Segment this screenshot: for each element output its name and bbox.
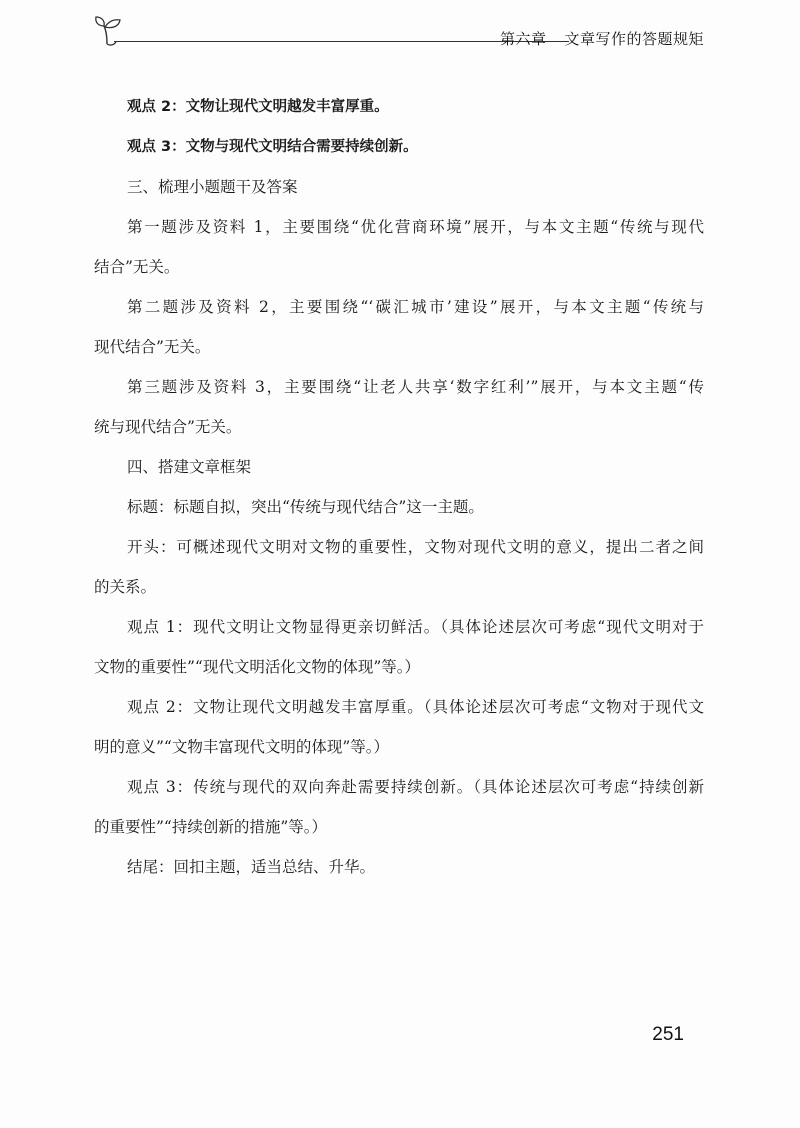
paragraph-line: 开头：可概述现代文明对文物的重要性，文物对现代文明的意义，提出二者之间 — [127, 538, 704, 556]
paragraph-line: 标题：标题自拟，突出“传统与现代结合”这一主题。 — [127, 498, 484, 516]
viewpoint-2-summary: 观点 2：文物让现代文明越发丰富厚重。 — [127, 99, 389, 115]
chapter-label: 第六章 — [499, 30, 547, 48]
paragraph-line: 第二题涉及资料 2，主要围绕“‘碳汇城市’建设”展开，与本文主题“传统与 — [127, 298, 704, 316]
paragraph-line: 统与现代结合”无关。 — [94, 418, 242, 436]
paragraph-line: 观点 3：传统与现代的双向奔赴需要持续创新。（具体论述层次可考虑“持续创新 — [127, 778, 704, 796]
paragraph-line: 观点 1：现代文明让文物显得更亲切鲜活。（具体论述层次可考虑“现代文明对于 — [127, 618, 704, 636]
paragraph-line: 第三题涉及资料 3，主要围绕“让老人共享‘数字红利’”展开，与本文主题“传 — [127, 378, 704, 396]
section-heading-3: 三、梳理小题题干及答案 — [127, 178, 298, 196]
page-number: 251 — [652, 1024, 684, 1045]
paragraph-line: 第一题涉及资料 1，主要围绕“优化营商环境”展开，与本文主题“传统与现代 — [127, 218, 704, 236]
section-heading-4: 四、搭建文章框架 — [127, 458, 252, 476]
paragraph-line: 结尾：回扣主题，适当总结、升华。 — [127, 858, 376, 876]
viewpoint-3-summary: 观点 3：文物与现代文明结合需要持续创新。 — [127, 139, 418, 155]
paragraph-line: 明的意义”“文物丰富现代文明的体现”等。） — [94, 738, 390, 756]
paragraph-line: 的关系。 — [94, 578, 157, 596]
chapter-title: 文章写作的答题规矩 — [564, 30, 704, 48]
running-head — [500, 28, 704, 49]
running-header — [94, 14, 704, 54]
sprout-icon — [94, 14, 124, 48]
page-body — [94, 87, 704, 887]
paragraph-line: 结合”无关。 — [94, 258, 180, 276]
paragraph-line: 现代结合”无关。 — [94, 338, 211, 356]
paragraph-line: 的重要性”“持续创新的措施”等。） — [94, 818, 328, 836]
paragraph-line: 文物的重要性”“现代文明活化文物的体现”等。） — [94, 658, 421, 676]
paragraph-line: 观点 2：文物让现代文明越发丰富厚重。（具体论述层次可考虑“文物对于现代文 — [127, 698, 704, 716]
